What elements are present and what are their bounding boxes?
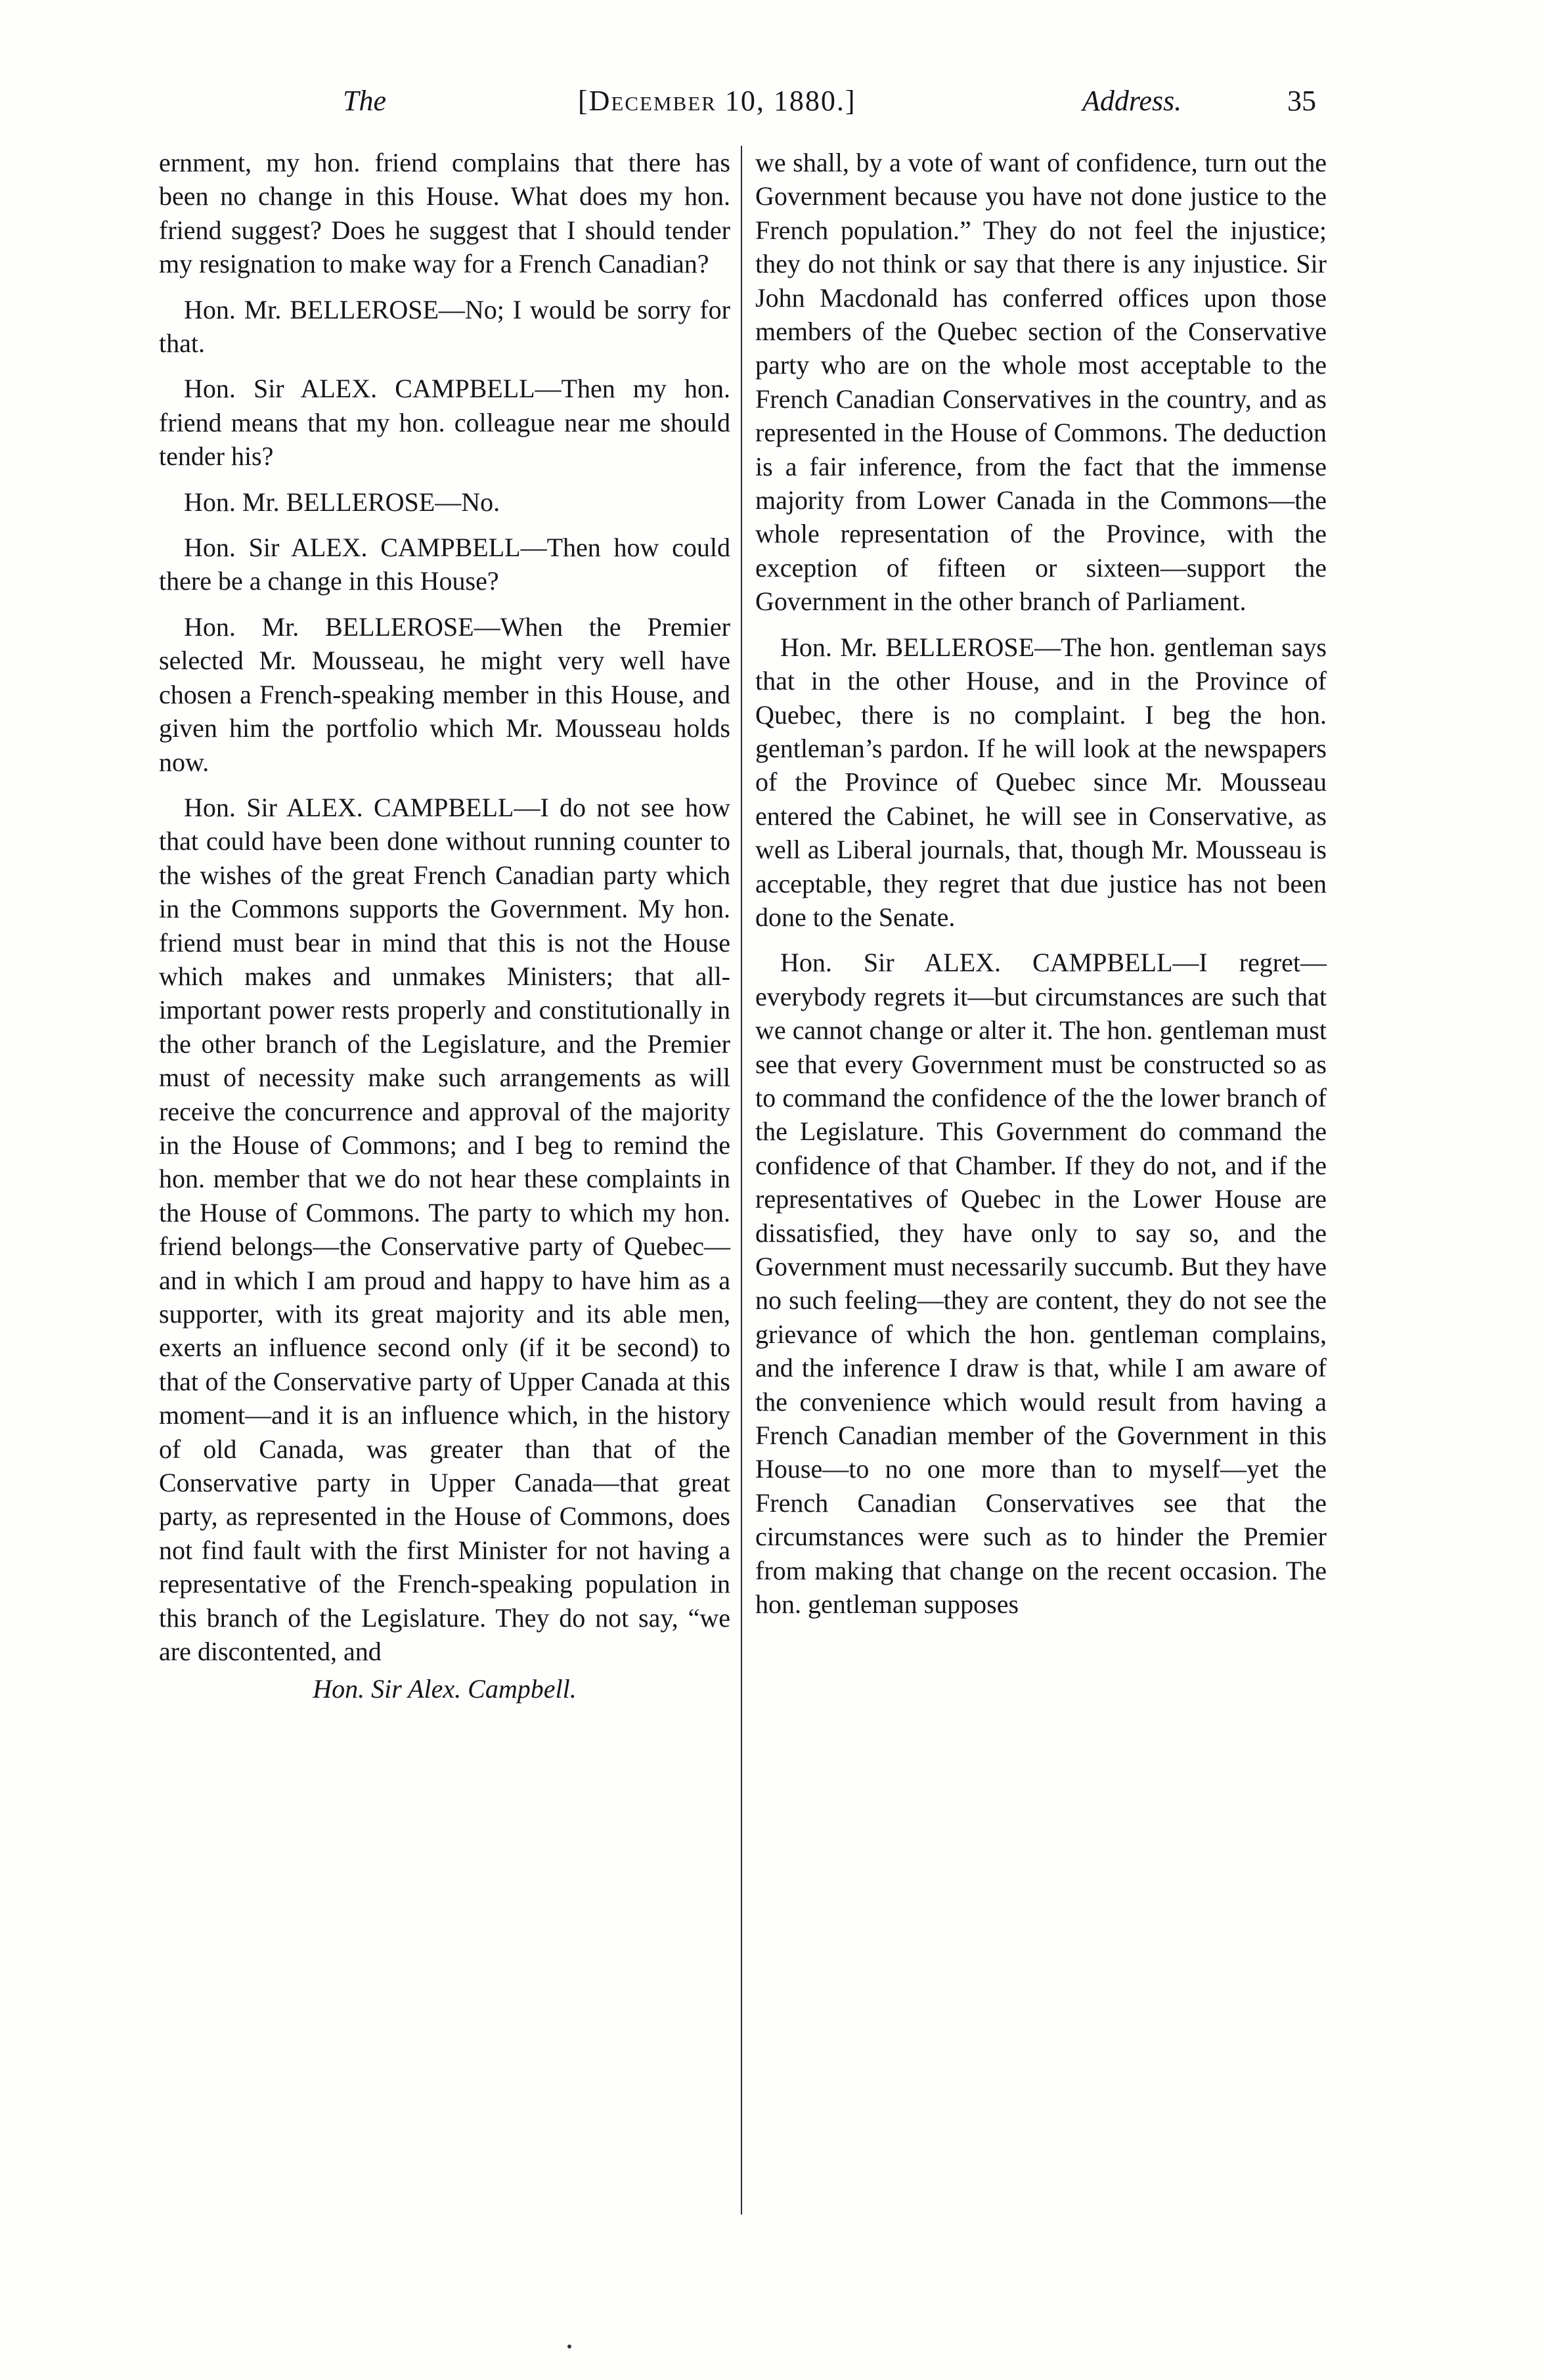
column-divider (741, 146, 742, 2215)
left-paragraph-3: Hon. Sir ALEX. CAMPBELL—Then my hon. friend means that my hon. colleague near me should tender his? (159, 374, 730, 472)
signature: Hon. Sir Alex. Campbell. (313, 1674, 577, 1704)
running-head-date: [December 10, 1880.] (578, 85, 856, 117)
left-paragraph-4: Hon. Mr. BELLEROSE—No. (184, 487, 500, 517)
right-column (755, 146, 1327, 2221)
left-column (159, 146, 730, 2221)
running-head-right: Address. (1082, 85, 1182, 117)
left-paragraph-2: Hon. Mr. BELLEROSE—No; I would be sorry for that. (159, 294, 730, 359)
left-paragraph-6: Hon. Mr. BELLEROSE—When the Premier selected Mr. Mousseau, he might very well have chosen a French-speaking member in this House, and given him the portfolio which Mr. Mousseau holds now. (159, 611, 730, 777)
right-paragraph-1: we shall, by a vote of want of confidence, turn out the Government because you have not done justice to the French population.” They do not feel the injustice; they do not think or say that there is any injustice. Sir John Macdonald has conferred offices upon those members of the Quebec section of the Conservative party who are on the whole most acceptable to the French Canadian Conservatives in the country, and as represented in the House of Commons. The deduction is a fair inference, from the fact that the immense majority from Lower Canada in the Commons—the whole representation of the Province, with the exception of fifteen or sixteen—support the Government in the other branch of Parliament. (755, 148, 1327, 617)
left-paragraph-7: Hon. Sir ALEX. CAMPBELL—I do not see how that could have been done without running counter to the wishes of the great French Canadian party which in the Commons supports the Government. My hon. friend must bear in mind that this is not the House which makes and unmakes Ministers; that all-important power rests properly and constitutionally in the other branch of the Legislature, and the Premier must of necessity make such arrangements as will receive the concurrence and approval of the majority in the House of Commons; and I beg to remind the hon. member that we do not hear these complaints in the House of Commons. The party to which my hon. friend belongs—the Conservative party of Quebec—and in which I am proud and happy to have him as a supporter, with its great majority and its able men, exerts an influence second only (if it be second) to that of the Conservative party of Upper Canada at this moment—and it is an influence which, in the history of old Canada, was greater than that of the Conservative party in Upper Canada—that great party, as represented in the House of Commons, does not find fault with the first Minister for not having a representative of the French-speaking population in this branch of the Legislature. They do not say, “we are discontented, and (159, 792, 730, 1667)
right-paragraph-2: Hon. Mr. BELLEROSE—The hon. gentleman says that in the other House, and in the Province of Quebec, there is no complaint. I beg the hon. gentleman’s pardon. If he will look at the newspapers of the Province of Quebec since Mr. Mousseau entered the Cabinet, he will see in Conservative, as well as Liberal journals, that, though Mr. Mousseau is acceptable, they regret that due justice has not been done to the Senate. (755, 632, 1327, 932)
running-head (151, 84, 1392, 130)
right-paragraph-3: Hon. Sir ALEX. CAMPBELL—I regret—everybody regrets it—but circumstances are such that we cannot change or alter it. The hon. gentleman must see that every Government must be constructed so as to command the confidence of the the lower branch of the Legislature. This Government do command the confidence of that Chamber. If they do not, and if the representatives of Quebec in the Lower House are dissatisfied, they have only to say so, and the Government must necessarily succumb. But they have no such feeling—they are content, they do not see the grievance of which the hon. gentleman complains, and the inference I draw is that, while I am aware of the convenience which would result from having a French Canadian member of the Government in this House—to no one more than to myself—yet the French Canadian Conservatives see that the circumstances were such as to hinder the Premier from making that change on the recent occasion. The hon. gentleman supposes (755, 948, 1327, 1620)
ink-dot (567, 2345, 571, 2348)
left-paragraph-1: ernment, my hon. friend complains that there has been no change in this House. What does my hon. friend suggest? Does he suggest that I should tender my resignation to make way for a French Canadian? (159, 148, 730, 279)
left-paragraph-5: Hon. Sir ALEX. CAMPBELL—Then how could there be a change in this House? (159, 533, 730, 596)
running-head-left: The (343, 85, 386, 117)
page-number: 35 (1287, 85, 1316, 117)
